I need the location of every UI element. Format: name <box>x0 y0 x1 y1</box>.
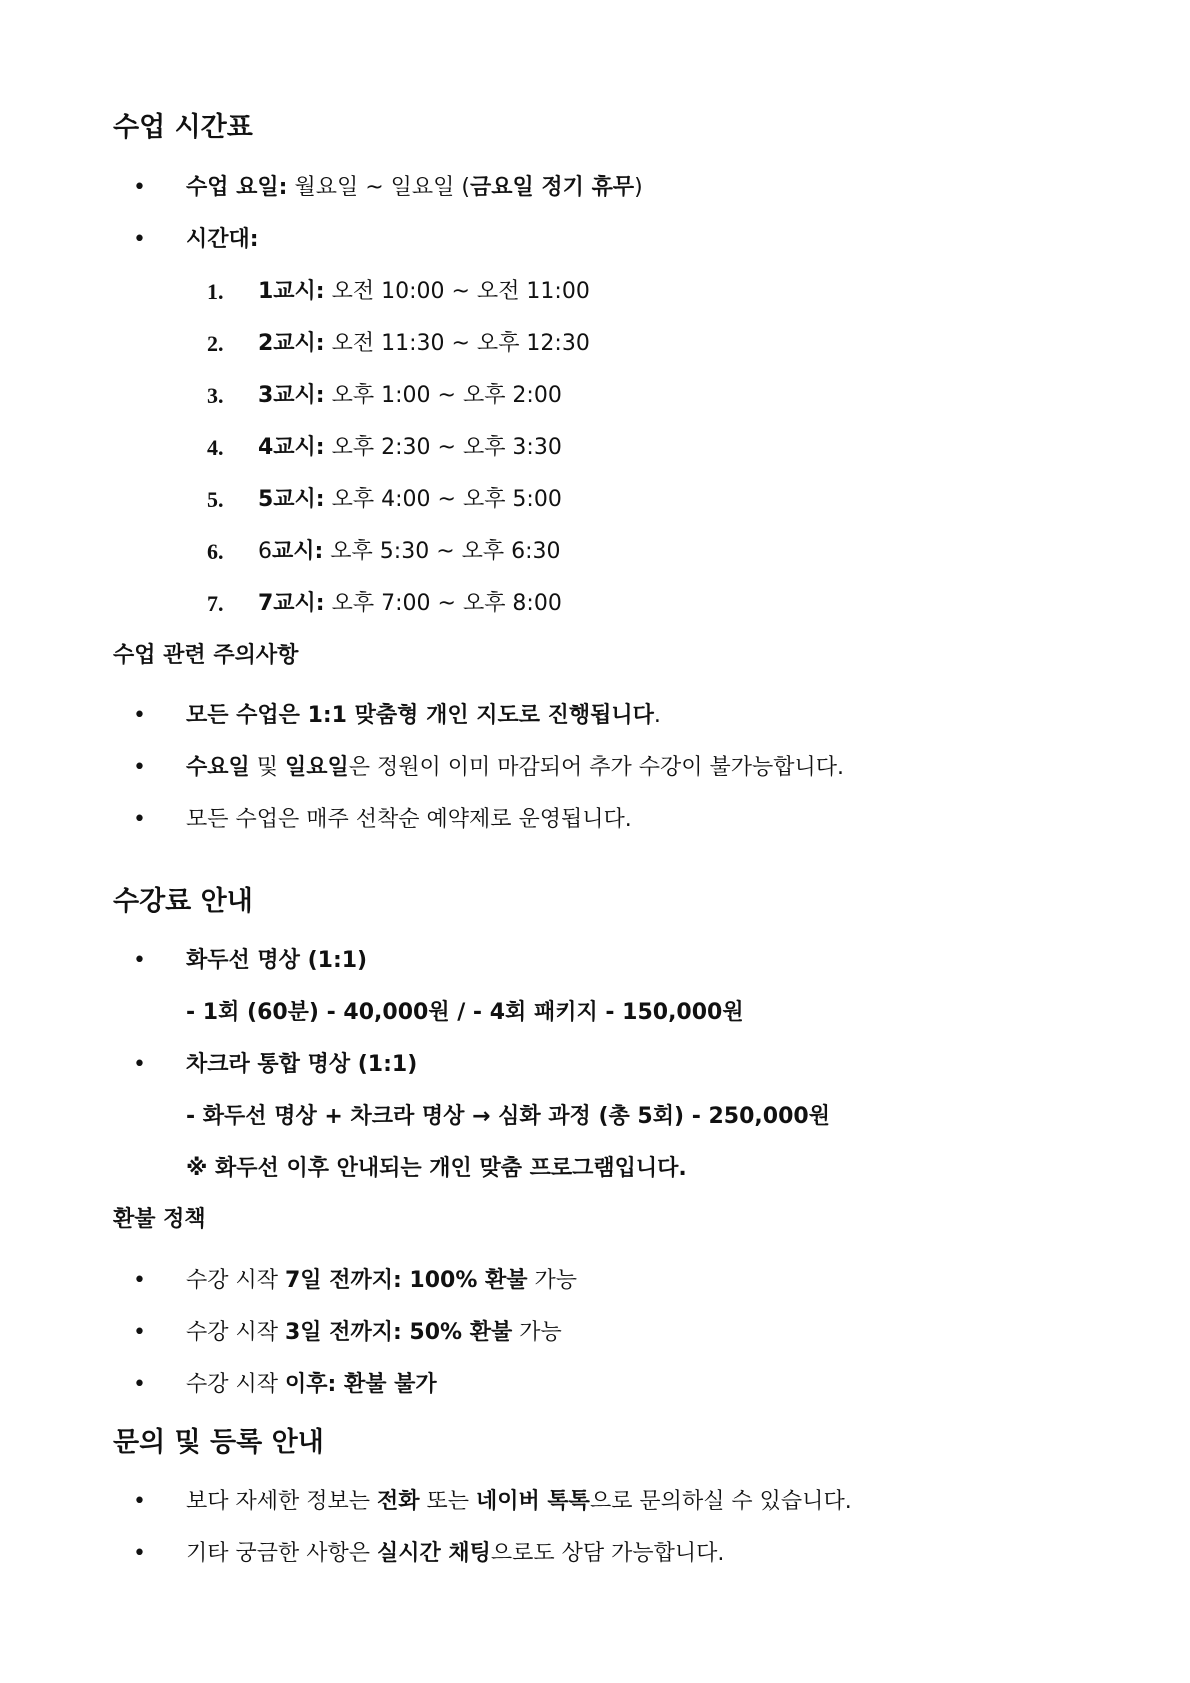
fees-heading: 수강료 안내 <box>113 886 253 917</box>
period-number: 7. <box>207 591 224 616</box>
bullet: • <box>133 807 146 832</box>
notes-item1-end: . <box>653 703 661 728</box>
period-number: 6. <box>207 539 224 564</box>
notes-item3-text: 모든 수업은 매주 선착순 예약제로 운영됩니다. <box>186 807 632 832</box>
period-label: 4교시: <box>258 435 325 460</box>
contact-item2-chat: 실시간 채팅 <box>377 1541 491 1566</box>
notes-item1-bold: 모든 수업은 1:1 맞춤형 개인 지도로 진행됩니다 <box>186 703 654 728</box>
period-label: 3교시: <box>258 383 325 408</box>
notes-heading: 수업 관련 주의사항 <box>113 643 299 668</box>
notes-item2-wednesday: 수요일 <box>186 755 250 780</box>
bullet: • <box>133 1372 146 1397</box>
refund-item2-suffix: 가능 <box>512 1320 562 1345</box>
refund-item3-bold: 이후: 환불 불가 <box>285 1372 437 1397</box>
bullet: • <box>133 755 146 780</box>
contact-heading: 문의 및 등록 안내 <box>113 1427 324 1458</box>
period-time: 오후 5:30 ~ 오후 6:30 <box>323 539 561 564</box>
period-time: 오후 1:00 ~ 오후 2:00 <box>324 383 562 408</box>
refund-item2-prefix: 수강 시작 <box>186 1320 285 1345</box>
days-text: 월요일 ~ 일요일 ( <box>287 175 470 200</box>
contact-item1-prefix: 보다 자세한 정보는 <box>186 1489 377 1514</box>
period-time: 오후 2:30 ~ 오후 3:30 <box>324 435 562 460</box>
bullet: • <box>133 227 146 252</box>
period-number: 3. <box>207 383 224 408</box>
period-time: 오후 7:00 ~ 오후 8:00 <box>324 591 562 616</box>
fee-course2-name: 차크라 통합 명상 (1:1) <box>186 1052 418 1077</box>
contact-item1-or: 또는 <box>419 1489 477 1514</box>
fee-course1-detail: - 1회 (60분) - 40,000원 / - 4회 패키지 - 150,000원 <box>186 1000 744 1025</box>
period-label: 2교시: <box>258 331 325 356</box>
contact-item2-prefix: 기타 궁금한 사항은 <box>186 1541 377 1566</box>
bullet: • <box>133 175 146 200</box>
period-number: 4. <box>207 435 224 460</box>
bullet: • <box>133 1268 146 1293</box>
period-time: 오후 4:00 ~ 오후 5:00 <box>324 487 562 512</box>
fee-course2-detail: - 화두선 명상 + 차크라 명상 → 심화 과정 (총 5회) - 250,000원 <box>186 1104 830 1129</box>
contact-item1-suffix: 으로 문의하실 수 있습니다. <box>589 1489 852 1514</box>
contact-item1-naver: 네이버 톡톡 <box>476 1489 590 1514</box>
fee-course2-note: ※ 화두선 이후 안내되는 개인 맞춤 프로그램입니다. <box>186 1156 687 1181</box>
period-number: 2. <box>207 331 224 356</box>
bullet: • <box>133 1320 146 1345</box>
period-time: 오전 11:30 ~ 오후 12:30 <box>324 331 590 356</box>
refund-item1-bold: 7일 전까지: 100% 환불 <box>285 1268 528 1293</box>
refund-item1-suffix: 가능 <box>527 1268 578 1293</box>
bullet: • <box>133 1489 146 1514</box>
schedule-heading: 수업 시간표 <box>113 112 253 143</box>
bullet: • <box>133 1541 146 1566</box>
notes-item2-and: 및 <box>249 755 286 780</box>
notes-item2-text: 은 정원이 이미 마감되어 추가 수강이 불가능합니다. <box>348 755 845 780</box>
period-number: 5. <box>207 487 224 512</box>
notes-item2-sunday: 일요일 <box>285 755 349 780</box>
contact-item1-phone: 전화 <box>377 1489 420 1514</box>
contact-item2-suffix: 으로도 상담 가능합니다. <box>490 1541 725 1566</box>
refund-item2-bold: 3일 전까지: 50% 환불 <box>285 1320 513 1345</box>
refund-item3-prefix: 수강 시작 <box>186 1372 285 1397</box>
days-label: 수업 요일: <box>186 175 288 200</box>
days-closed: 금요일 정기 휴무 <box>469 175 635 200</box>
time-label: 시간대: <box>186 227 259 252</box>
period-label: 5교시: <box>258 487 325 512</box>
bullet: • <box>133 1052 146 1077</box>
refund-heading: 환불 정책 <box>113 1207 206 1232</box>
period-label: 7교시: <box>258 591 325 616</box>
fee-course1-name: 화두선 명상 (1:1) <box>186 948 368 973</box>
period-time: 오전 10:00 ~ 오전 11:00 <box>324 279 590 304</box>
bullet: • <box>133 703 146 728</box>
days-end: ) <box>634 175 643 200</box>
period-label: 교시: <box>272 539 324 564</box>
period-label-plain: 6 <box>258 539 272 564</box>
period-label: 1교시: <box>258 279 325 304</box>
bullet: • <box>133 948 146 973</box>
period-number: 1. <box>207 279 224 304</box>
refund-item1-prefix: 수강 시작 <box>186 1268 285 1293</box>
